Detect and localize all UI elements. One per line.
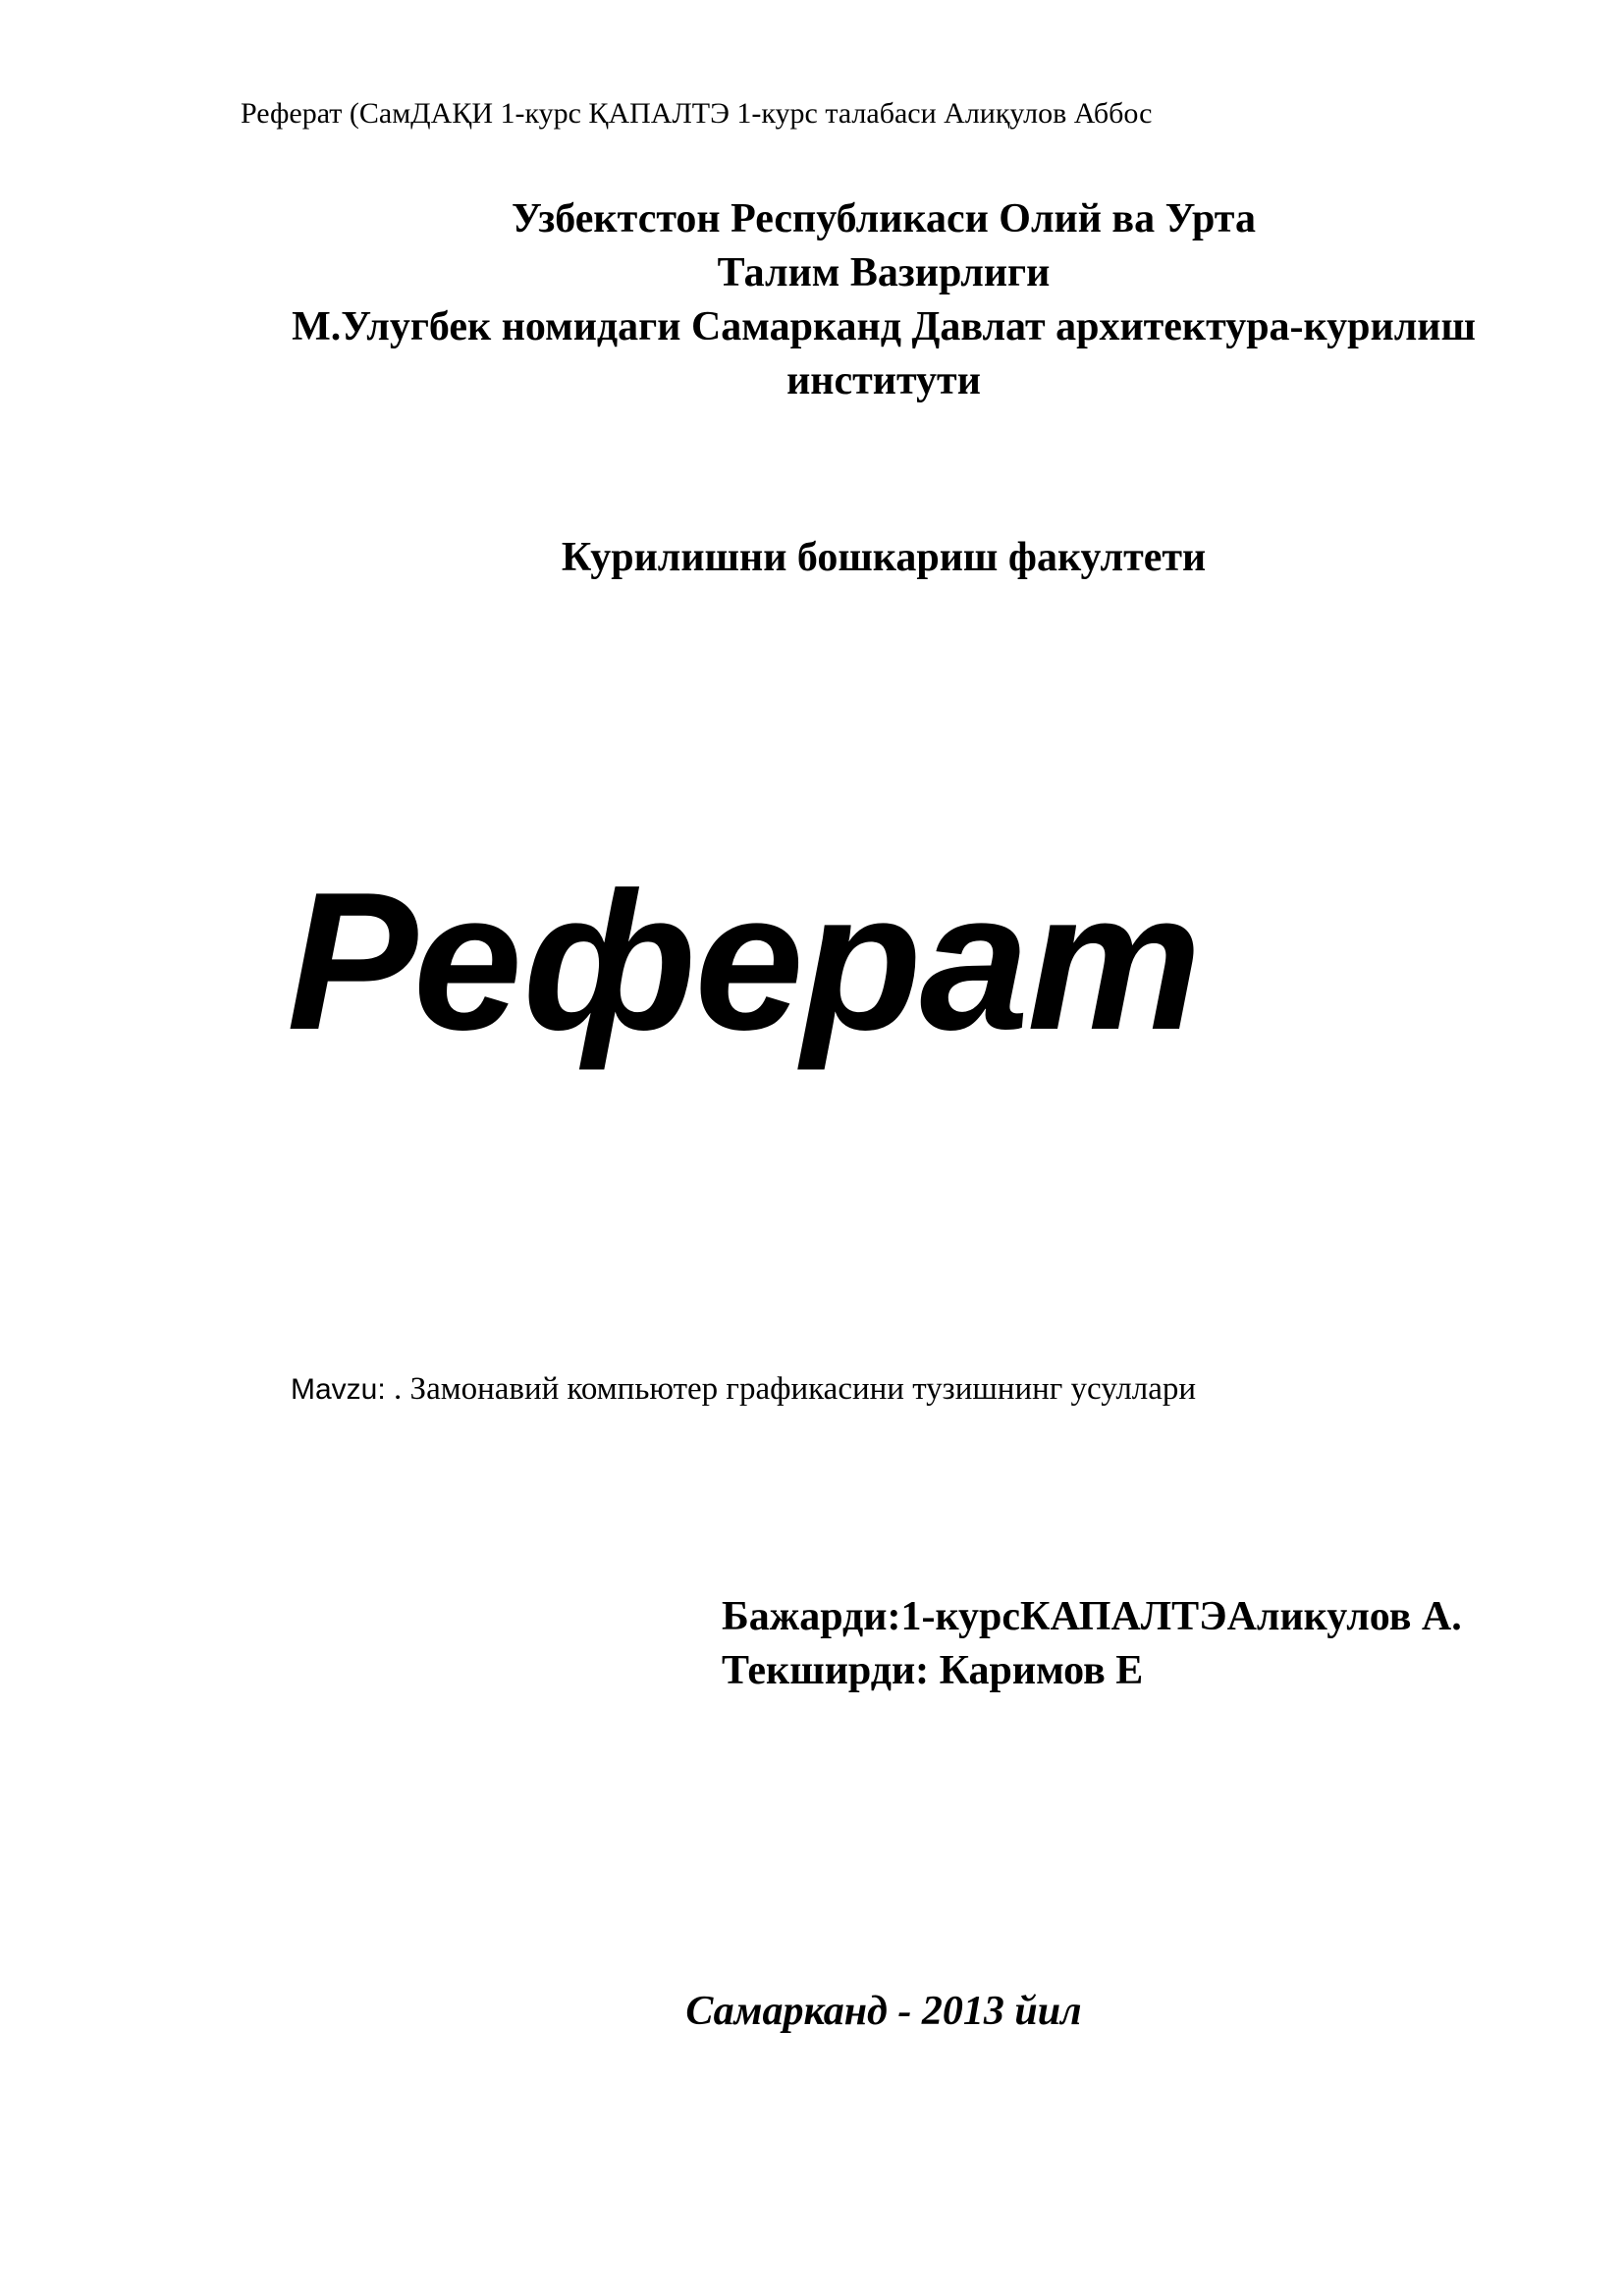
document-type-title: Реферат: [287, 852, 1200, 1071]
performed-by: Бажарди:1-курсКАПАЛТЭАликулов А.: [722, 1594, 1462, 1639]
ministry-line: М.Улугбек номидаги Самарканд Давлат архитектура-курилиш: [292, 304, 1476, 349]
topic-text: . Замонавий компьютер графикасини тузишнинг усуллари: [394, 1371, 1197, 1407]
ministry-heading: [196, 192, 1571, 408]
ministry-line: институти: [786, 358, 981, 403]
topic-line: [291, 1369, 1196, 1410]
ministry-line: Узбектстон Республикаси Олий ва Урта: [512, 196, 1256, 241]
checked-by: Текширди: Каримов Е: [722, 1648, 1144, 1693]
running-header: Реферат (СамДАҚИ 1-курс ҚАПАЛТЭ 1-курс талабаси Алиқулов Аббос: [241, 97, 1153, 130]
ministry-line: Талим Вазирлиги: [717, 250, 1051, 295]
signature-block: [722, 1590, 1462, 1698]
place-and-year: Самарканд - 2013 йил: [685, 1989, 1082, 2034]
topic-label: Mavzu:: [291, 1373, 395, 1406]
faculty-name: Курилишни бошкариш факултети: [561, 535, 1207, 580]
